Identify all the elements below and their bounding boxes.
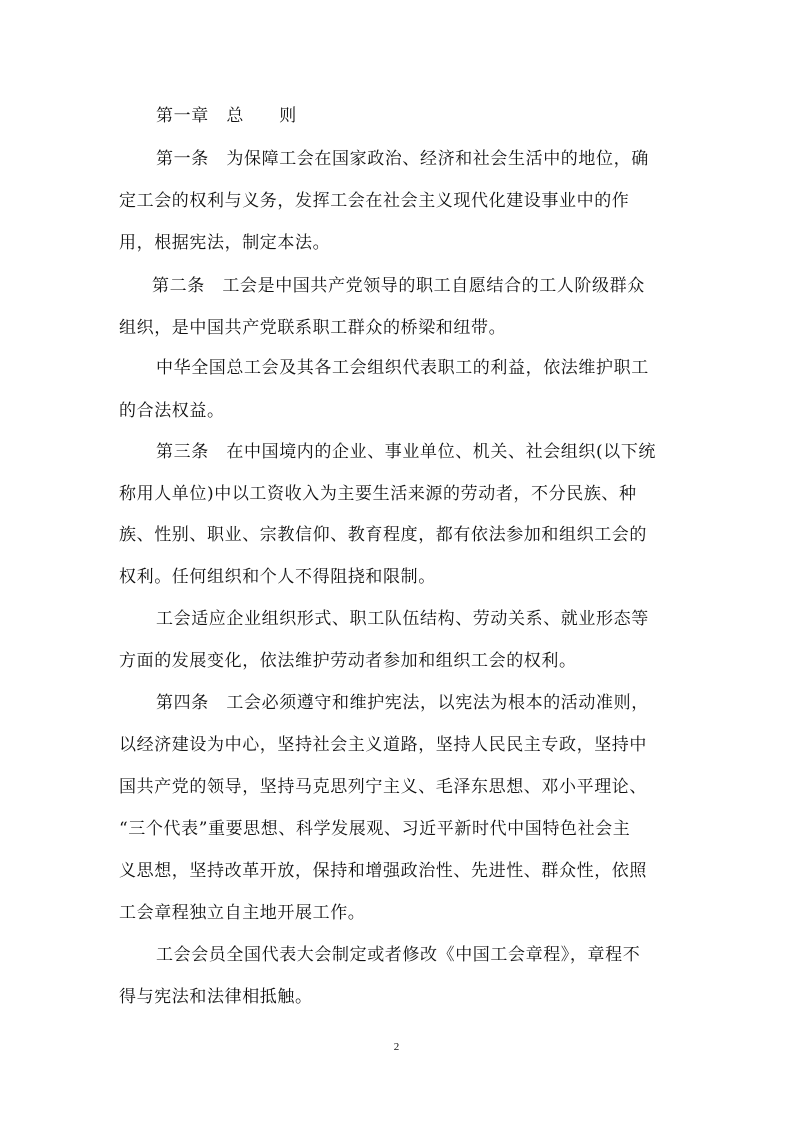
article-4-paragraph-2-line-2: 得与宪法和法律相抵触。: [119, 987, 313, 1007]
article-1-line-2: 定工会的权利与义务，发挥工会在社会主义现代化建设事业中的作: [119, 191, 630, 211]
article-3-line-1: 第三条 在中国境内的企业、事业单位、机关、社会组织(以下统: [156, 442, 657, 462]
article-3-paragraph-2-line-2: 方面的发展变化，依法维护劳动者参加和组织工会的权利。: [119, 651, 577, 671]
article-3-line-3: 族、性别、职业、宗教信仰、教育程度，都有依法参加和组织工会的: [119, 525, 647, 545]
article-1-line-3: 用，根据宪法，制定本法。: [119, 233, 331, 253]
article-2-line-1: 第二条 工会是中国共产党领导的职工自愿结合的工人阶级群众: [152, 276, 645, 296]
article-3-line-4: 权利。任何组织和个人不得阻挠和限制。: [119, 567, 436, 587]
article-4-line-6: 工会章程独立自主地开展工作。: [119, 903, 366, 923]
article-1-line-1: 第一条 为保障工会在国家政治、经济和社会生活中的地位，确: [156, 149, 649, 169]
page-number: 2: [393, 1041, 400, 1053]
article-4-line-2: 以经济建设为中心，坚持社会主义道路，坚持人民民主专政，坚持中: [119, 735, 647, 755]
article-2-line-2: 组织，是中国共产党联系职工群众的桥梁和纽带。: [119, 318, 507, 338]
article-2-paragraph-2-line-1: 中华全国总工会及其各工会组织代表职工的利益，依法维护职工: [156, 358, 649, 378]
article-4-line-3: 国共产党的领导，坚持马克思列宁主义、毛泽东思想、邓小平理论、: [119, 777, 647, 797]
article-3-paragraph-2-line-1: 工会适应企业组织形式、职工队伍结构、劳动关系、就业形态等: [156, 609, 649, 629]
article-4-line-1: 第四条 工会必须遵守和维护宪法，以宪法为根本的活动准则，: [156, 693, 649, 713]
article-4-line-5: 义思想，坚持改革开放，保持和增强政治性、先进性、群众性，依照: [119, 861, 647, 881]
article-3-line-2: 称用人单位)中以工资收入为主要生活来源的劳动者，不分民族、种: [119, 484, 637, 504]
article-4-paragraph-2-line-1: 工会会员全国代表大会制定或者修改《中国工会章程》，章程不: [156, 945, 641, 965]
article-4-line-4: “三个代表”重要思想、科学发展观、习近平新时代中国特色社会主: [119, 819, 631, 839]
article-2-paragraph-2-line-2: 的合法权益。: [119, 401, 225, 421]
chapter-heading: 第一章 总 则: [156, 106, 297, 126]
